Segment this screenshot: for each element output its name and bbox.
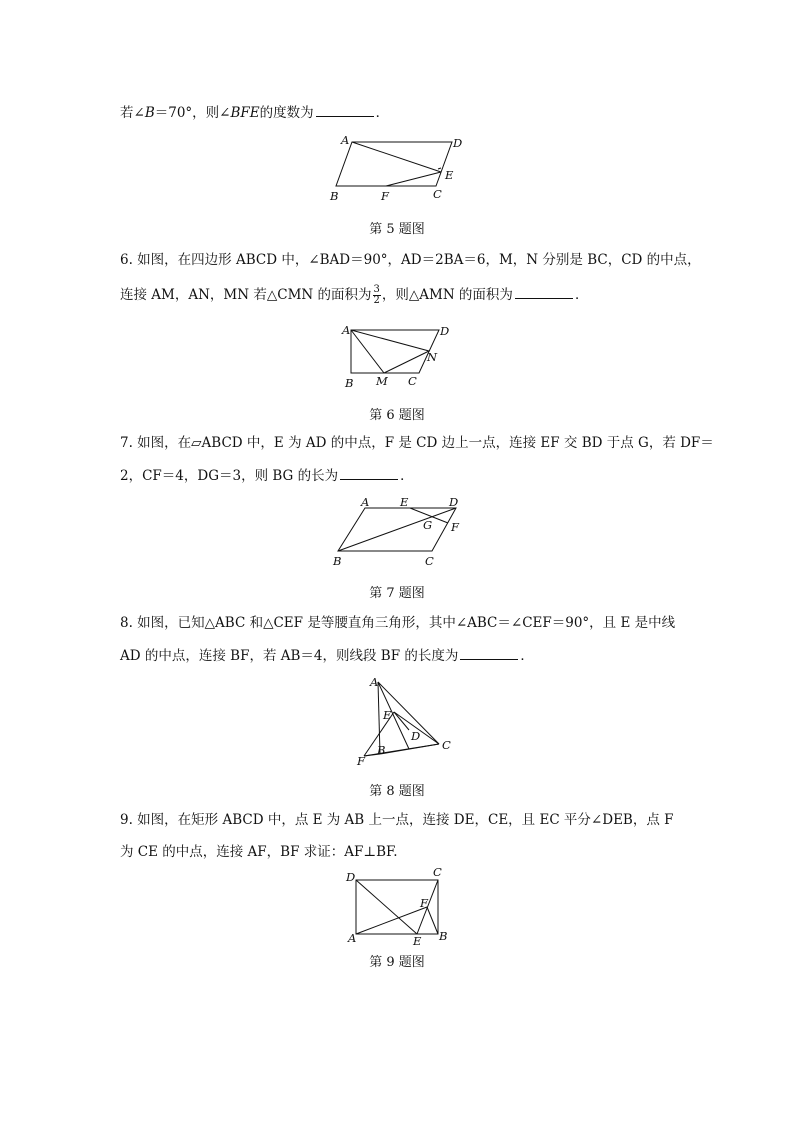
label-b: B bbox=[330, 189, 339, 203]
label-c: C bbox=[433, 865, 442, 879]
q7-caption: 第 7 题图 bbox=[369, 586, 425, 601]
q5-caption: 第 5 题图 bbox=[369, 222, 425, 237]
label-c: C bbox=[425, 554, 434, 568]
q6-text-part: ，则△AMN 的面积为 bbox=[381, 287, 513, 303]
q8-line-2 bbox=[120, 647, 534, 665]
q8-line-1: 8. 如图，已知△ABC 和△CEF 是等腰直角三角形，其中∠ABC＝∠CEF＝90°，且 E 是中线 bbox=[120, 615, 676, 631]
q6-figure bbox=[335, 320, 465, 390]
q8-text-part: ． bbox=[520, 648, 534, 664]
parallelogram-abcd bbox=[336, 142, 452, 186]
label-f: F bbox=[451, 520, 459, 534]
q5-text-part: 的度数为 bbox=[259, 105, 314, 121]
q9-caption: 第 9 题图 bbox=[369, 955, 425, 970]
q5-text-part: B bbox=[144, 105, 155, 121]
q5-text-part: BFE bbox=[230, 105, 260, 121]
q9-line-2: 为 CE 的中点，连接 AF，BF 求证：AF⊥BF. bbox=[120, 844, 398, 860]
label-d: D bbox=[449, 495, 459, 509]
segment-de bbox=[356, 880, 417, 934]
label-d: D bbox=[440, 324, 450, 338]
segment-bd bbox=[338, 508, 456, 551]
label-a: A bbox=[341, 133, 350, 147]
q7-figure bbox=[325, 493, 475, 573]
segment-am bbox=[351, 330, 384, 373]
fraction-denominator: 2 bbox=[373, 295, 380, 306]
answer-blank[interactable] bbox=[460, 647, 518, 660]
q9-figure bbox=[340, 866, 460, 946]
q7-text-part: 2，CF＝4，DG＝3，则 BG 的长为 bbox=[120, 468, 339, 484]
fraction bbox=[373, 285, 381, 306]
q8-text-part: AD 的中点，连接 BF，若 AB＝4，则线段 BF 的长度为 bbox=[120, 648, 459, 664]
answer-blank[interactable] bbox=[316, 104, 374, 117]
label-e: E bbox=[413, 934, 422, 948]
q5-text-part: 若∠ bbox=[120, 105, 145, 121]
label-d: D bbox=[346, 870, 356, 884]
q5-text-part: ． bbox=[375, 105, 390, 121]
label-b: B bbox=[377, 743, 386, 757]
label-b: B bbox=[439, 929, 448, 943]
label-n: N bbox=[427, 350, 438, 364]
quadrilateral-abcd bbox=[351, 330, 439, 373]
q8-figure bbox=[350, 672, 460, 772]
label-b: B bbox=[333, 554, 342, 568]
label-d: D bbox=[411, 729, 421, 743]
q7-line-2 bbox=[120, 467, 414, 485]
segment-bf bbox=[427, 907, 438, 934]
label-a: A bbox=[342, 323, 351, 337]
q5-text-part: ＝70°，则∠ bbox=[154, 105, 231, 121]
q5-figure bbox=[320, 130, 480, 210]
label-f: F bbox=[381, 189, 389, 203]
answer-blank[interactable] bbox=[340, 467, 398, 480]
label-a: A bbox=[348, 931, 357, 945]
label-f: F bbox=[357, 754, 365, 768]
q6-line-1: 6. 如图，在四边形 ABCD 中，∠BAD＝90°，AD＝2BA＝6，M，N 分别是 BC，CD 的中点， bbox=[120, 252, 701, 268]
label-e: E bbox=[400, 495, 409, 509]
angle-mark bbox=[438, 168, 441, 169]
q5-text-line bbox=[120, 104, 389, 122]
q6-text-part: 连接 AM，AN，MN 若△CMN 的面积为 bbox=[120, 287, 372, 303]
segment-an bbox=[351, 330, 429, 351]
label-d: D bbox=[453, 136, 463, 150]
segment-mn bbox=[384, 351, 429, 373]
label-a: A bbox=[370, 675, 379, 689]
answer-blank[interactable] bbox=[515, 286, 573, 299]
fraction-numerator: 3 bbox=[373, 284, 380, 295]
label-c: C bbox=[408, 374, 417, 388]
label-e: E bbox=[445, 168, 454, 182]
label-a: A bbox=[361, 495, 370, 509]
segment-fe bbox=[386, 172, 441, 186]
label-f: F bbox=[420, 896, 428, 910]
label-b: B bbox=[345, 376, 354, 390]
label-c: C bbox=[433, 187, 442, 201]
q7-text-part: ． bbox=[400, 468, 414, 484]
label-c: C bbox=[442, 738, 451, 752]
q8-caption: 第 8 题图 bbox=[369, 784, 425, 799]
label-e: E bbox=[383, 708, 392, 722]
q9-line-1: 9. 如图，在矩形 ABCD 中，点 E 为 AB 上一点，连接 DE，CE，且 EC 平分∠DEB，点 F bbox=[120, 812, 674, 828]
label-m: M bbox=[376, 374, 388, 388]
segment-ae bbox=[352, 142, 441, 172]
label-g: G bbox=[423, 518, 433, 532]
q7-line-1: 7. 如图，在▱ABCD 中，E 为 AD 的中点，F 是 CD 边上一点，连接 EF 交 BD 于点 G，若 DF＝ bbox=[120, 435, 714, 451]
q6-line-2 bbox=[120, 285, 588, 306]
q6-text-part: ． bbox=[574, 287, 589, 303]
q6-caption: 第 6 题图 bbox=[369, 408, 425, 423]
